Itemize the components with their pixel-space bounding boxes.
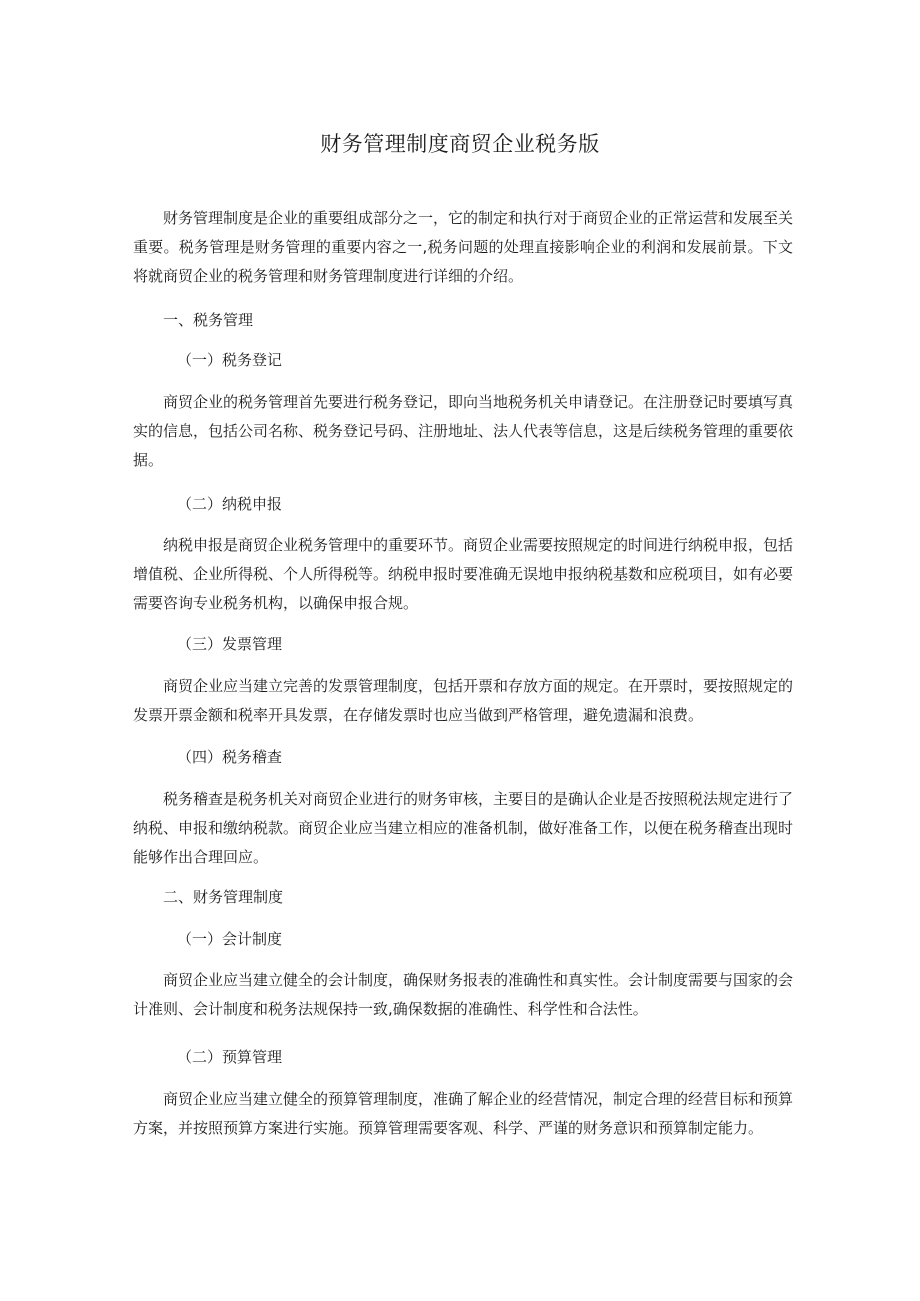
section-heading-financial-system: 二、财务管理制度 [163, 888, 284, 906]
document-title: 财务管理制度商贸企业税务版 [320, 132, 600, 156]
subsection-heading-tax-audit: （四）税务稽查 [177, 748, 283, 766]
paragraph-tax-registration: 商贸企业的税务管理首先要进行税务登记，即向当地税务机关申请登记。在注册登记时要填写真实的信息，包括公司名称、税务登记号码、注册地址、法人代表等信息，这是后续税务管理的重要依据。 [133, 393, 794, 469]
subsection-heading-tax-registration: （一）税务登记 [177, 351, 283, 369]
section-heading-tax-management: 一、税务管理 [163, 311, 254, 329]
subsection-heading-accounting-system: （一）会计制度 [177, 930, 283, 948]
subsection-heading-tax-filing: （二）纳税申报 [177, 495, 283, 513]
paragraph-accounting-system: 商贸企业应当建立健全的会计制度，确保财务报表的准确性和真实性。会计制度需要与国家的会计准则、会计制度和税务法规保持一致,确保数据的准确性、科学性和合法性。 [133, 971, 794, 1018]
subsection-heading-invoice-management: （三）发票管理 [177, 635, 283, 653]
paragraph-tax-filing: 纳税申报是商贸企业税务管理中的重要环节。商贸企业需要按照规定的时间进行纳税申报，包括增值税、企业所得税、个人所得税等。纳税申报时要准确无误地申报纳税基数和应税项目，如有必要需要咨询专业税务机构，以确保申报合规。 [133, 536, 794, 612]
paragraph-invoice-management: 商贸企业应当建立完善的发票管理制度，包括开票和存放方面的规定。在开票时，要按照规定的发票开票金额和税率开具发票，在存储发票时也应当做到严格管理，避免遗漏和浪费。 [133, 677, 794, 724]
intro-paragraph: 财务管理制度是企业的重要组成部分之一，它的制定和执行对于商贸企业的正常运营和发展至关重要。税务管理是财务管理的重要内容之一,税务问题的处理直接影响企业的利润和发展前景。下文将就商贸企业的税务管理和财务管理制度进行详细的介绍。 [133, 209, 794, 285]
paragraph-budget-management: 商贸企业应当建立健全的预算管理制度，准确了解企业的经营情况，制定合理的经营目标和预算方案，并按照预算方案进行实施。预算管理需要客观、科学、严谨的财务意识和预算制定能力。 [133, 1090, 794, 1137]
subsection-heading-budget-management: （二）预算管理 [177, 1048, 283, 1066]
paragraph-tax-audit: 税务稽查是税务机关对商贸企业进行的财务审核，主要目的是确认企业是否按照税法规定进行了纳税、申报和缴纳税款。商贸企业应当建立相应的准备机制，做好准备工作，以便在税务稽查出现时能够作出合理回应。 [133, 790, 794, 866]
